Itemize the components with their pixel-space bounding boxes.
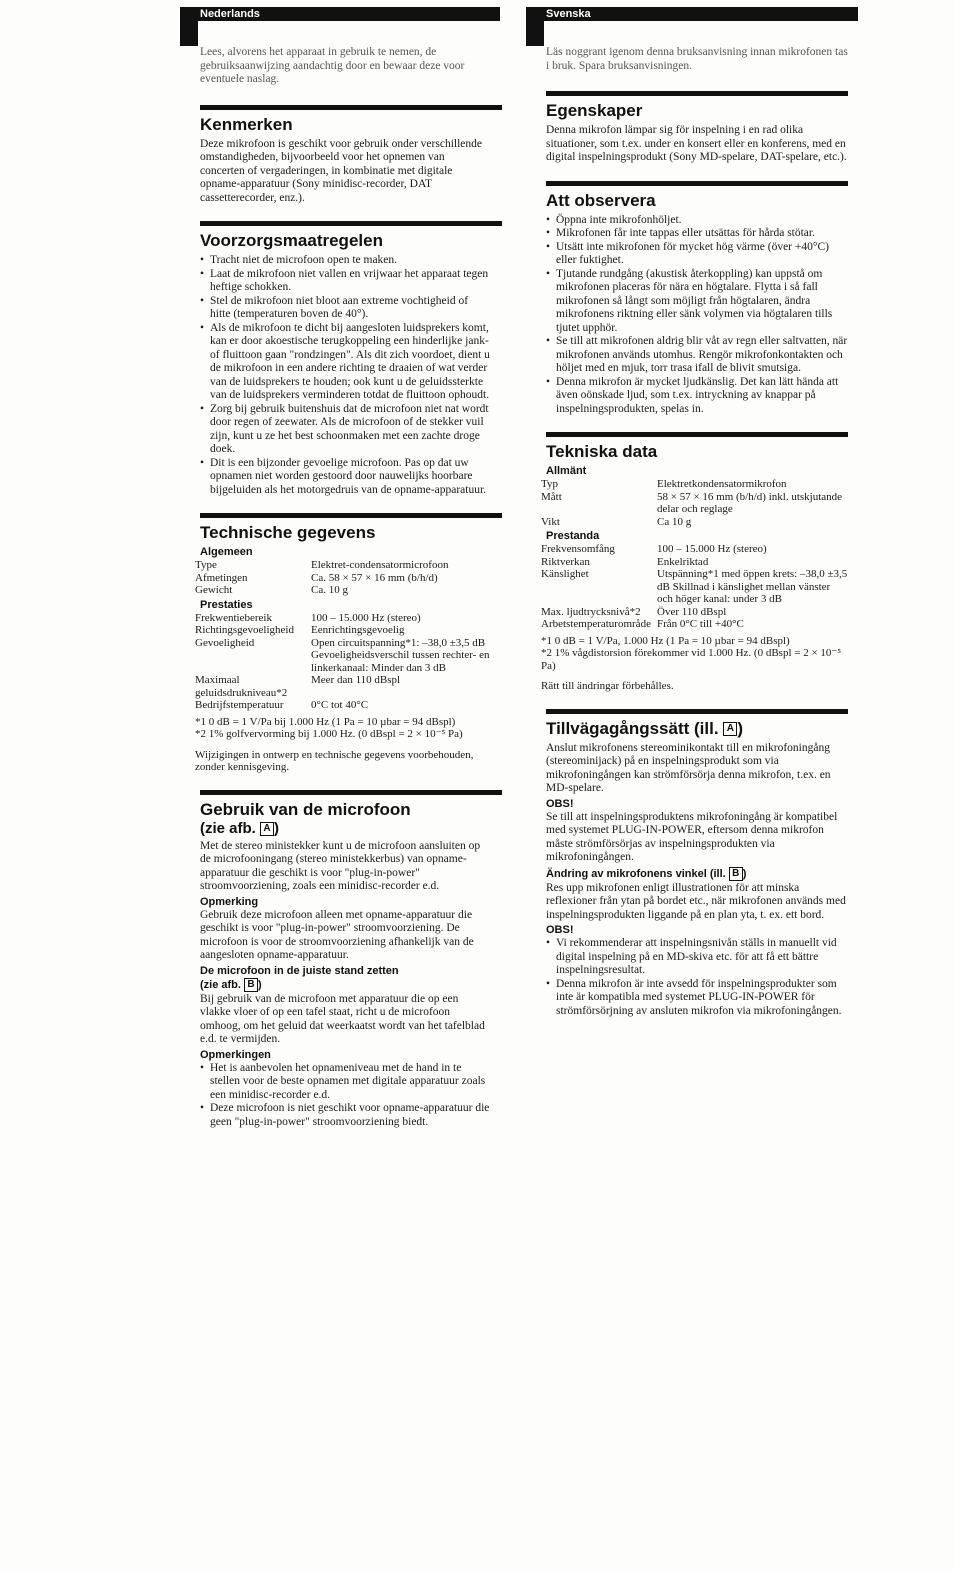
spec-table-performance <box>541 543 848 631</box>
section-rule <box>546 91 848 96</box>
list-item: • Laat de mikrofoon niet vallen en vrijwaar het apparaat tegen heftige schokken. <box>200 268 490 295</box>
table-row: Richtingsgevoeligheid Eenrichtingsgevoelig <box>195 624 405 636</box>
spec-table-general <box>195 559 448 597</box>
list-item: • Utsätt inte mikrofonen för mycket hög värme (över +40°C) eller fuktighet. <box>546 241 848 268</box>
list-item: • Tracht niet de microfoon open te maken. <box>200 254 490 268</box>
notes-title: Opmerkingen <box>200 1048 271 1061</box>
section-rule <box>200 790 502 795</box>
intro-text: Lees, alvorens het apparaat in gebruik te nemen, de gebruiksaanwijzing aandachtig door en bewaar deze voor eventuele naslag. <box>200 46 465 85</box>
footnote: *2 1% vågdistorsion förekommer vid 1.000 Hz. (0 dBspl = 2 × 10⁻⁵ Pa) <box>541 647 842 672</box>
precautions-list <box>546 214 848 417</box>
column-nederlands <box>180 0 490 1129</box>
section-rule <box>546 709 848 714</box>
list-item: • Mikrofonen får inte tappas eller utsättas för hårda stötar. <box>546 227 848 241</box>
table-row: Afmetingen Ca. 58 × 57 × 16 mm (b/h/d) <box>195 571 438 584</box>
table-row: Gewicht Ca. 10 g <box>195 584 348 596</box>
table-row: Typ Elektretkondensatormikrofon <box>541 478 787 490</box>
precautions-list <box>200 254 490 497</box>
table-row: Arbetstemperaturområde Från 0°C till +40°C <box>541 618 744 630</box>
section-subtitle-use: (zie afb. A ) <box>200 819 280 837</box>
language-label: Svenska <box>546 8 591 20</box>
obs-title: OBS! <box>546 924 574 936</box>
use-text: Anslut mikrofonens stereominikontakt till en mikrofoningång (stereominijack) på en inspelningsprodukt som via mikrofoningången kan strömförsörja denna mikrofon, t.ex. en MD-spelare. <box>546 741 831 794</box>
use-text: Met de stereo ministekker kunt u de microfoon aansluiten op de microfooningang (stereo ministekkerbus) van opname-apparatuur die geschikt is voor "plug-in-power" stroomvoorziening, zoals een minidisc-recorder e.d. <box>200 839 481 892</box>
list-item: • Öppna inte mikrofonhöljet. <box>546 214 848 228</box>
footnote: *1 0 dB = 1 V/Pa bij 1.000 Hz (1 Pa = 10 µbar = 94 dBspl) <box>195 715 456 728</box>
angle-title: Ändring av mikrofonens vinkel (ill. B ) <box>546 867 747 880</box>
obs-title: OBS! <box>546 797 574 810</box>
header-strip <box>526 7 858 21</box>
position-text: Bij gebruik van de microfoon met apparatuur die op een vlakke vloer of op een tafel staat, richt u de microfoon omhoog, om het geluid dat weerkaatst wordt van het tafelblad e.d. te vermijden. <box>200 992 485 1045</box>
list-item: • Denna mikrofon är inte avsedd för inspelningsprodukter som inte är kompatibla med systemet PLUG-IN-POWER för strömförsörjning av ansluten mikrofon via mikrofoningången. <box>546 978 848 1019</box>
position-subtitle: (zie afb. B ) <box>200 978 262 991</box>
footnote: *1 0 dB = 1 V/Pa, 1.000 Hz (1 Pa = 10 µbar = 94 dBspl) <box>541 634 790 647</box>
list-item: • Vi rekommenderar att inspelningsnivån ställs in manuellt vid digital inspelning på en MD-skiva etc. för att få ett bättre inspelningsresultat. <box>546 937 848 978</box>
list-item: • Stel de mikrofoon niet bloot aan extreme vochtigheid of hitte (temperaturen boven de 40°). <box>200 295 490 322</box>
table-row: Vikt Ca 10 g <box>541 515 692 528</box>
position-title: De microfoon in de juiste stand zetten <box>200 964 399 977</box>
spec-table-performance <box>195 612 490 712</box>
note-text: Gebruik deze microfoon alleen met opname-apparatuur die geschikt is voor "plug-in-power" stroomvoorziening. De microfoon is voor de stroomvoorziening afhankelijk van de aangesloten opname-apparatuur. <box>200 908 474 961</box>
column-svenska <box>526 0 848 1018</box>
table-row: Gevoeligheid Open circuitspanning*1: –38,0 ±3,5 dB Gevoeligheidsverschil tussen rechter- en linkerkanaal: Minder dan 3 dB <box>195 636 490 674</box>
spec-subtitle-general: Allmänt <box>546 465 587 477</box>
notes-list <box>200 1062 490 1130</box>
illustration-b-icon: B <box>244 978 258 992</box>
section-rule <box>546 432 848 437</box>
illustration-b-icon: B <box>729 867 743 881</box>
spec-table-general <box>541 478 848 528</box>
angle-text: Res upp mikrofonen enligt illustrationen för att minska reflexioner från ytan på bordet etc., när mikrofonen används med inspelningsprodukten liggande på en plan yta, t. ex. ett bord. <box>546 881 846 921</box>
table-row: Känslighet Utspänning*1 med öppen krets: –38,0 ±3,5 dB Skillnad i känslighet mellan vänster och höger kanal: under 3 dB <box>541 568 848 605</box>
list-item: • Dit is een bijzonder gevoelige microfoon. Pas op dat uw opnamen niet worden gestoord door nauwelijks hoorbare bijgeluiden als het motorgedruis van de opname-apparatuur. <box>200 457 490 498</box>
table-row: Type Elektret-condensatormicrofoon <box>195 559 449 571</box>
features-text: Deze mikrofoon is geschikt voor gebruik onder verschillende omstandigheden, bijvoorbeeld voor het opnemen van concerten of vergaderingen, in kombinatie met digitale opname-apparatuur (Sony minidisc-recorder, DAT cassetterecorder, enz.). <box>200 137 482 204</box>
intro-text: Läs noggrant igenom denna bruksanvisning innan mikrofonen tas i bruk. Spara bruksanvisningen. <box>546 46 848 72</box>
spec-subtitle-general: Algemeen <box>200 546 253 558</box>
list-item: • Het is aanbevolen het opnameniveau met de hand in te stellen voor de beste opnamen met digitale apparatuur zoals een minidisc-recorder e.d. <box>200 1062 490 1103</box>
section-title-specs: Tekniska data <box>546 442 658 461</box>
footnote: *2 1% golfvervorming bij 1.000 Hz. (0 dBspl = 2 × 10⁻⁵ Pa) <box>195 728 463 740</box>
section-rule <box>546 181 848 186</box>
table-row: Max. ljudtrycksnivå*2 Över 110 dBspl <box>541 605 727 618</box>
spec-reserve-note: Rätt till ändringar förbehålles. <box>541 680 674 692</box>
section-title-use: Tillvägagångssätt (ill. A ) <box>546 718 743 738</box>
section-rule <box>200 105 502 110</box>
spec-subtitle-performance: Prestaties <box>200 598 253 611</box>
language-label: Nederlands <box>200 8 260 20</box>
illustration-a-icon: A <box>260 822 274 836</box>
section-rule <box>200 513 502 518</box>
features-text: Denna mikrofon lämpar sig för inspelning i en rad olika situationer, som t.ex. under en konsert eller en konferens, med en digital inspelningsprodukt (Sony MD-spelare, DAT-spelare, etc.). <box>546 124 847 163</box>
table-row: Frekvensomfång 100 – 15.000 Hz (stereo) <box>541 543 767 555</box>
section-title-features: Kenmerken <box>200 114 293 134</box>
note-title: Opmerking <box>200 895 259 908</box>
obs-list <box>546 937 848 1018</box>
list-item: • Tjutande rundgång (akustisk återkoppling) kan uppstå om mikrofonen placeras för nära en högtalare. Flytta i så fall mikrofonen så långt som möjligt från högtalaren, ändra mikrofonens riktning eller sänk volymen via högtalaren tills tjutet upphör. <box>546 268 848 336</box>
language-header <box>526 0 848 46</box>
section-title-use: Gebruik van de microfoon <box>200 799 411 819</box>
list-item: • Denna mikrofon är mycket ljudkänslig. Det kan lätt hända att även oönskade ljud, som t.ex. intryckning av knappar på inspelningsprodukten, spelas in. <box>546 376 848 417</box>
obs-text: Se till att inspelningsproduktens mikrofoningång är kompatibel med systemet PLUG-IN-POWER, eftersom denna mikrofon måste strömförsörjas av inspelningsprodukten via mikrofoningången. <box>546 810 838 863</box>
table-row: Bedrijfstemperatuur 0°C tot 40°C <box>195 699 369 711</box>
section-title-features: Egenskaper <box>546 101 643 120</box>
section-title-precautions: Voorzorgsmaatregelen <box>200 231 383 250</box>
table-row: Maximaal geluidsdrukniveau*2 Meer dan 110 dBspl <box>195 674 401 699</box>
list-item: • Zorg bij gebruik buitenshuis dat de microfoon niet nat wordt door regen of zeewater. Als de microfoon of de stekker vuil zijn, kunt u ze het best schoonmaken met een zachte droge doek. <box>200 403 490 457</box>
list-item: • Als de mikrofoon te dicht bij aangesloten luidsprekers komt, kan er door akoestische terugkoppeling een hinderlijke jank- of fluittoon gaan "rondzingen". Als dit zich voordoet, dient u de mikrofoon in een andere richting te draaien of wat verder van de luidsprekers te houden; ook kunt u de geluidssterkte van de luidsprekers verminderen totdat de fluittoon ophoudt. <box>200 322 490 403</box>
spec-subtitle-performance: Prestanda <box>546 530 600 542</box>
header-strip <box>180 7 500 21</box>
list-item: • Se till att mikrofonen aldrig blir våt av regn eller saltvatten, när mikrofonen används utomhus. Rengör mikrofonkontakten och höljet med en mjuk, torr trasa ifall de blivit smutsiga. <box>546 335 848 376</box>
list-item: • Deze microfoon is niet geschikt voor opname-apparatuur die geen "plug-in-power" stroomvoorziening biedt. <box>200 1102 490 1129</box>
table-row: Mått 58 × 57 × 16 mm (b/h/d) inkl. utskjutande delar och reglage <box>541 490 843 515</box>
language-header <box>180 0 490 46</box>
table-row: Frekwentiebereik 100 – 15.000 Hz (stereo) <box>195 611 421 624</box>
section-title-specs: Technische gegevens <box>200 523 376 542</box>
table-row: Riktverkan Enkelriktad <box>541 555 709 568</box>
illustration-a-icon: A <box>723 722 737 736</box>
section-rule <box>200 221 502 226</box>
section-title-precautions: Att observera <box>546 190 656 210</box>
spec-reserve-note: Wijzigingen in ontwerp en technische gegevens voorbehouden, zonder kennisgeving. <box>195 748 474 773</box>
